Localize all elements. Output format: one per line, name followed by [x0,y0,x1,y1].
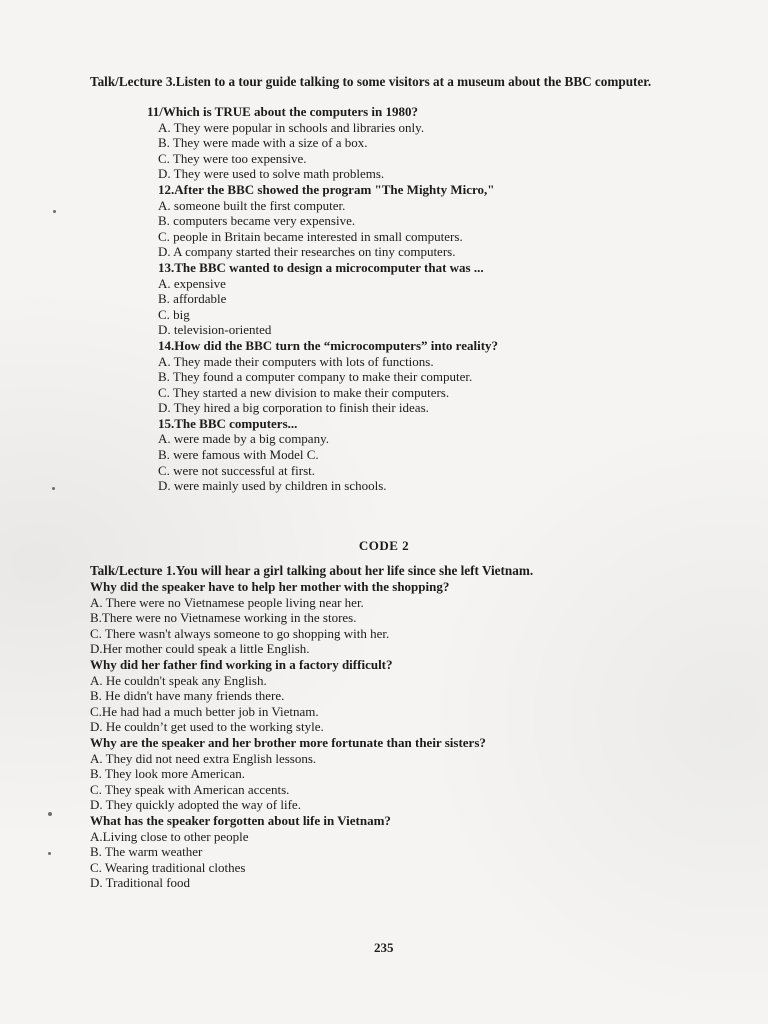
answer-option: B. computers became very expensive. [158,213,356,229]
question-text: Why did her father find working in a factory difficult? [90,656,393,672]
answer-option: D. They quickly adopted the way of life. [90,797,301,813]
answer-option: D. Traditional food [90,875,191,891]
answer-option: D. He couldn’t get used to the working style. [90,719,324,735]
answer-option: C. big [158,306,190,322]
answer-option: A.Living close to other people [90,828,249,844]
answer-option: C.He had had a much better job in Vietnam. [90,703,319,719]
scan-speck [52,487,55,490]
answer-option: D.Her mother could speak a little English. [90,641,310,657]
answer-option: A. They made their computers with lots of functions. [158,353,434,369]
answer-option: A. There were no Vietnamese people living near her. [90,594,364,610]
answer-option: D. television-oriented [158,322,272,338]
answer-option: C. There wasn't always someone to go shopping with her. [90,625,390,641]
scan-speck [48,812,52,816]
section-heading: Talk/Lecture 3.Listen to a tour guide talking to some visitors at a museum about the BBC computer. [90,74,652,89]
question-text: What has the speaker forgotten about life in Vietnam? [90,812,391,828]
section-heading: Talk/Lecture 1.You will hear a girl talking about her life since she left Vietnam. [90,563,534,578]
answer-option: C. people in Britain became interested in small computers. [158,228,463,244]
page-number: 235 [374,940,394,955]
question-text: 12.After the BBC showed the program "The Mighty Micro," [158,181,495,197]
question-text: 11/Which is TRUE about the computers in 1980? [147,104,418,119]
answer-option: B. They found a computer company to make their computer. [158,369,473,385]
answer-option: A. were made by a big company. [158,431,329,447]
answer-option: B. They were made with a size of a box. [158,135,368,151]
answer-option: B. affordable [158,291,227,307]
answer-option: B. The warm weather [90,844,203,860]
answer-option: A. expensive [158,275,226,291]
answer-option: D. A company started their researches on tiny computers. [158,244,456,260]
question-text: Why did the speaker have to help her mother with the shopping? [90,579,450,594]
answer-option: D. were mainly used by children in schools. [158,478,387,494]
scan-speck [53,210,56,213]
question-group [90,579,486,891]
question-text: 13.The BBC wanted to design a microcomputer that was ... [158,259,484,275]
answer-option: A. someone built the first computer. [158,197,346,213]
answer-option: C. Wearing traditional clothes [90,859,246,875]
question-text: Why are the speaker and her brother more fortunate than their sisters? [90,734,486,750]
answer-option: B. They look more American. [90,766,246,782]
question-text: 14.How did the BBC turn the “microcomputers” into reality? [158,337,499,353]
answer-option: A. He couldn't speak any English. [90,672,267,688]
answer-option: B. were famous with Model C. [158,447,319,463]
answer-option: D. They were used to solve math problems. [158,166,385,182]
question-text: 15.The BBC computers... [158,415,298,431]
answer-option: A. They were popular in schools and libraries only. [158,119,425,135]
answer-option: C. They speak with American accents. [90,781,290,797]
question-group [147,104,498,494]
scan-speck [48,852,51,855]
answer-option: C. They were too expensive. [158,150,307,166]
answer-option: C. They started a new division to make their computers. [158,384,450,400]
answer-option: B. He didn't have many friends there. [90,688,285,704]
answer-option: A. They did not need extra English lessons. [90,750,317,766]
answer-option: B.There were no Vietnamese working in the stores. [90,610,357,626]
answer-option: C. were not successful at first. [158,462,316,478]
code-title: CODE 2 [358,538,410,553]
answer-option: D. They hired a big corporation to finish their ideas. [158,400,429,416]
